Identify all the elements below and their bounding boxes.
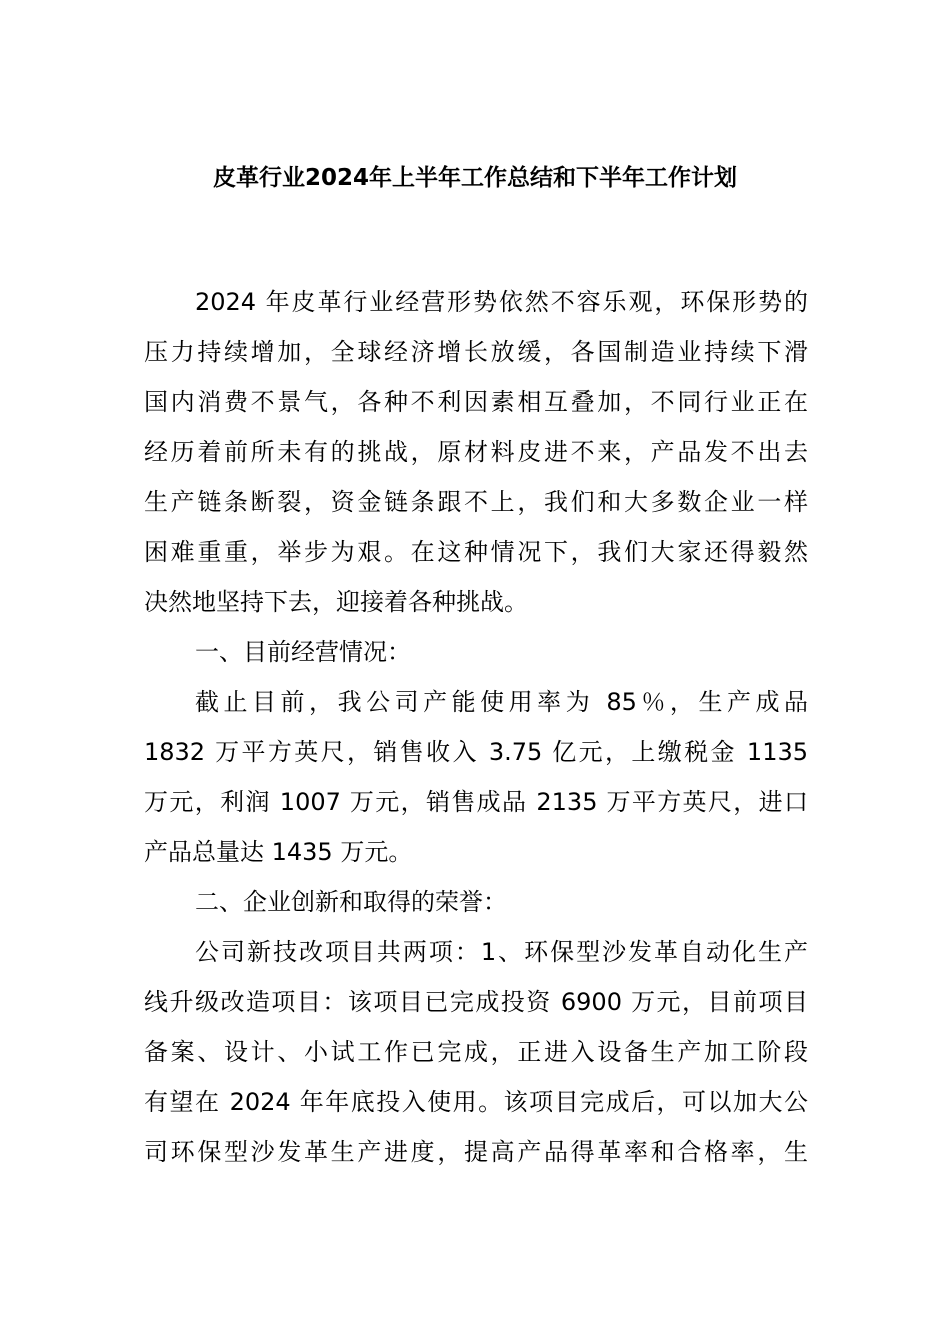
paragraph-line: 国内消费不景气，各种不利因素相互叠加，不同行业正在 bbox=[144, 388, 808, 416]
paragraph-line: 2024 年皮革行业经营形势依然不容乐观，环保形势的 bbox=[195, 288, 808, 316]
paragraph-line: 备案、设计、小试工作已完成，正进入设备生产加工阶段 bbox=[144, 1038, 808, 1066]
paragraph-line: 有望在 2024 年年底投入使用。该项目完成后，可以加大公 bbox=[144, 1088, 808, 1116]
paragraph-line: 司环保型沙发革生产进度，提高产品得革率和合格率，生 bbox=[144, 1138, 808, 1166]
paragraph-line: 决然地坚持下去，迎接着各种挑战。 bbox=[144, 588, 528, 616]
paragraph-line: 线升级改造项目：该项目已完成投资 6900 万元，目前项目 bbox=[144, 988, 808, 1016]
paragraph-line: 万元，利润 1007 万元，销售成品 2135 万平方英尺，进口 bbox=[144, 788, 808, 816]
section-heading: 一、目前经营情况： bbox=[195, 638, 411, 666]
section-heading: 二、企业创新和取得的荣誉： bbox=[195, 888, 507, 916]
paragraph-line: 1832 万平方英尺，销售收入 3.75 亿元，上缴税金 1135 bbox=[144, 738, 808, 766]
paragraph-line: 截止目前，我公司产能使用率为 85％，生产成品 bbox=[195, 688, 808, 716]
paragraph-line: 困难重重，举步为艰。在这种情况下，我们大家还得毅然 bbox=[144, 538, 808, 566]
paragraph-line: 生产链条断裂，资金链条跟不上，我们和大多数企业一样 bbox=[144, 488, 808, 516]
paragraph-line: 公司新技改项目共两项：1、环保型沙发革自动化生产 bbox=[195, 938, 808, 966]
paragraph-line: 压力持续增加，全球经济增长放缓，各国制造业持续下滑 bbox=[144, 338, 808, 366]
paragraph-line: 经历着前所未有的挑战，原材料皮进不来，产品发不出去 bbox=[144, 438, 808, 466]
paragraph-line: 产品总量达 1435 万元。 bbox=[144, 838, 413, 866]
document-title: 皮革行业2024年上半年工作总结和下半年工作计划 bbox=[212, 165, 737, 191]
